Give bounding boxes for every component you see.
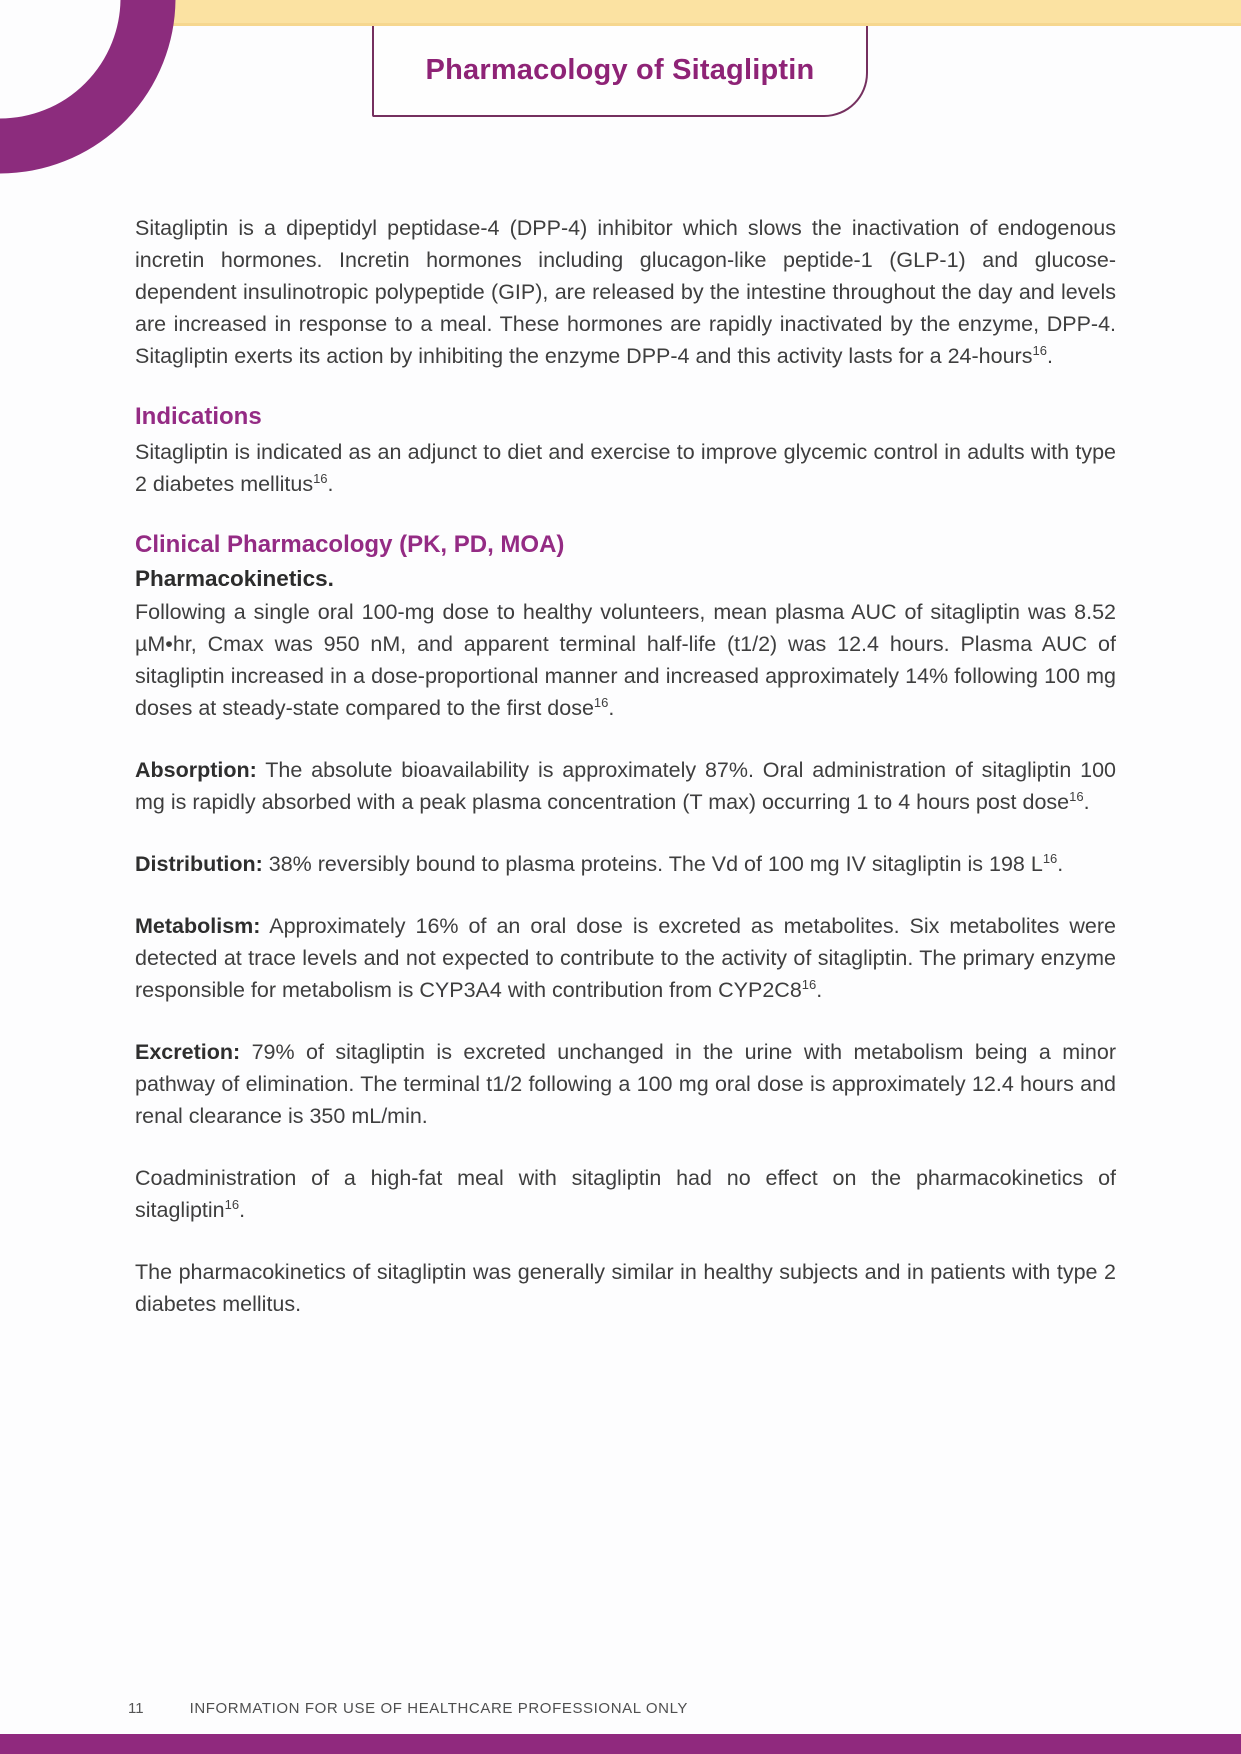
reference-superscript: 16: [593, 694, 609, 710]
coadministration-paragraph: [135, 1162, 1116, 1226]
paragraph-text: Coadministration of a high-fat meal with sitagliptin had no effect on the pharmacokinetics of sitagliptin: [135, 1166, 1116, 1222]
paragraph-lead: Metabolism:: [135, 914, 261, 938]
paragraph-tail: .: [239, 1198, 246, 1222]
similarity-paragraph: [135, 1256, 1116, 1320]
section-heading-clinical-pharmacology: Clinical Pharmacology (PK, PD, MOA): [135, 531, 565, 558]
page-number: 11: [128, 1700, 144, 1717]
reference-superscript: 16: [313, 470, 328, 486]
indications-paragraph: [135, 436, 1116, 500]
footer: [128, 1700, 688, 1717]
top-banner: [0, 0, 1241, 26]
paragraph-text: The absolute bioavailability is approximately 87%. Oral administration of sitagliptin 100 mg is rapidly absorbed with a peak plasma concentration (T max) occurring 1 to 4 hours post dose: [135, 758, 1116, 814]
paragraph-tail: .: [1083, 790, 1090, 814]
paragraph-text: The pharmacokinetics of sitagliptin was generally similar in healthy subjects and in patients with type 2 diabetes mellitus.: [135, 1260, 1116, 1316]
paragraph-lead: Excretion:: [135, 1040, 241, 1064]
reference-superscript: 16: [801, 976, 817, 992]
paragraph-lead: Absorption:: [135, 758, 257, 782]
footer-notice: INFORMATION FOR USE OF HEALTHCARE PROFESSIONAL ONLY: [189, 1700, 689, 1717]
reference-superscript: 16: [1042, 850, 1058, 866]
absorption-paragraph: [135, 754, 1116, 818]
paragraph-text: 38% reversibly bound to plasma proteins. The Vd of 100 mg IV sitagliptin is 198 L: [262, 852, 1043, 876]
metabolism-paragraph: [135, 910, 1116, 1006]
reference-superscript: 16: [224, 1196, 240, 1212]
excretion-paragraph: [135, 1036, 1116, 1132]
paragraph-text: Sitagliptin is a dipeptidyl peptidase-4 (DPP-4) inhibitor which slows the inactivation of endogenous incretin hormones. Incretin hormones including glucagon-like peptide-1 (GLP-1) and glucose-dependent insulinotropic polypeptide (GIP), are released by the intestine throughout the day and levels are increased in response to a meal. These hormones are rapidly inactivated by the enzyme, DPP-4. Sitagliptin exerts its action by inhibiting the enzyme DPP-4 and this activity lasts for a 24-hours: [135, 216, 1116, 368]
paragraph-tail: .: [327, 472, 334, 496]
paragraph-text: Following a single oral 100-mg dose to healthy volunteers, mean plasma AUC of sitagliptin was 8.52 µM•hr, Cmax was 950 nM, and apparent terminal half-life (t1/2) was 12.4 hours. Plasma AUC of sitagliptin increased in a dose-proportional manner and increased approximately 14% following 100 mg doses at steady-state compared to the first dose: [135, 600, 1116, 720]
paragraph-tail: .: [816, 978, 823, 1002]
page-title-box: [372, 26, 868, 117]
paragraph-text: Sitagliptin is indicated as an adjunct to diet and exercise to improve glycemic control in adults with type 2 diabetes mellitus: [135, 440, 1116, 496]
pharmacokinetics-paragraph: [135, 596, 1116, 724]
intro-paragraph: [135, 212, 1116, 372]
reference-superscript: 16: [1032, 342, 1047, 358]
footer-bar: [0, 1734, 1241, 1754]
page-title: Pharmacology of Sitagliptin: [425, 54, 815, 86]
reference-superscript: 16: [1069, 788, 1084, 804]
paragraph-tail: .: [608, 696, 615, 720]
subsection-heading-pharmacokinetics: Pharmacokinetics.: [135, 566, 334, 591]
distribution-paragraph: [135, 848, 1116, 880]
paragraph-lead: Distribution:: [135, 852, 263, 876]
section-heading-indications: Indications: [135, 403, 262, 430]
paragraph-tail: .: [1046, 344, 1053, 368]
paragraph-tail: .: [1057, 852, 1064, 876]
paragraph-text: 79% of sitagliptin is excreted unchanged in the urine with metabolism being a minor pathway of elimination. The terminal t1/2 following a 100 mg oral dose is approximately 12.4 hours and renal clearance is 350 mL/min.: [135, 1040, 1116, 1128]
corner-ring-decoration: [0, 0, 190, 190]
document-body: [135, 212, 1116, 1350]
paragraph-text: Approximately 16% of an oral dose is excreted as metabolites. Six metabolites were detected at trace levels and not expected to contribute to the activity of sitagliptin. The primary enzyme responsible for metabolism is CYP3A4 with contribution from CYP2C8: [135, 914, 1116, 1002]
